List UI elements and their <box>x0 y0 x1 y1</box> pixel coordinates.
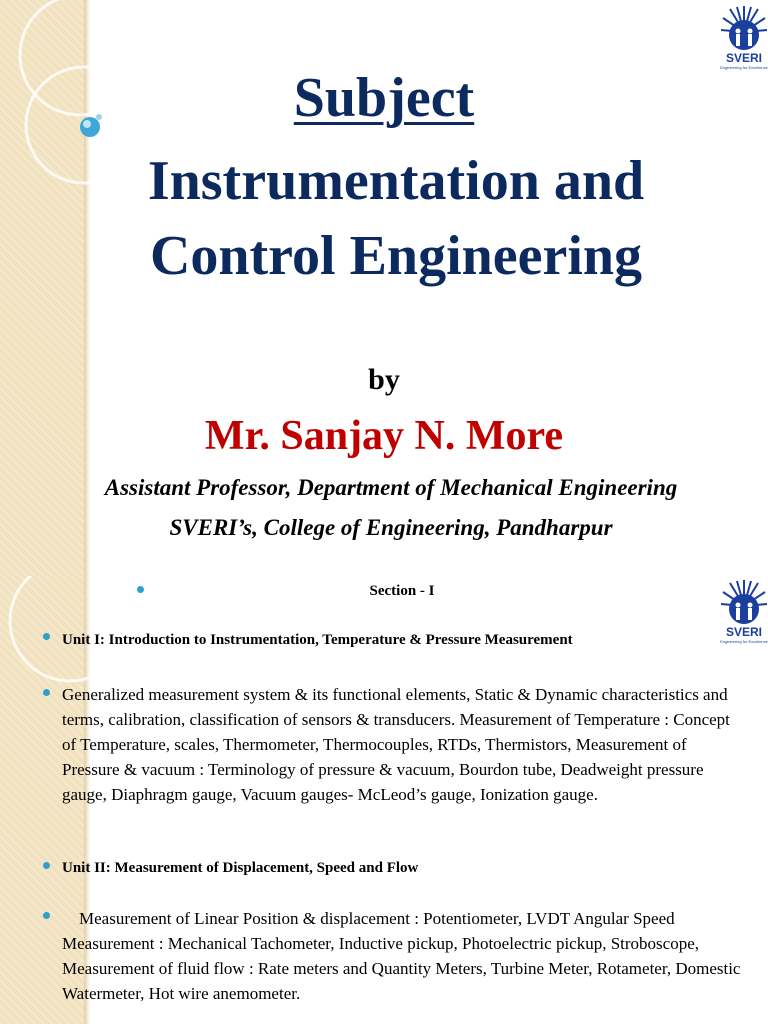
logo-tagline: Engineering for Excellence <box>720 65 768 70</box>
bullet-icon <box>43 862 50 869</box>
section-heading: Section - I <box>369 583 435 599</box>
by-label: by <box>368 363 400 396</box>
unit1-title: Unit I: Introduction to Instrumentation, Temperature & Pressure Measurement <box>62 632 573 648</box>
logo-text: SVERI <box>725 51 763 65</box>
unit2-title: Unit II: Measurement of Displacement, Speed and Flow <box>62 860 419 876</box>
unit2-body: Measurement of Linear Position & displacement : Potentiometer, LVDT Angular Speed Measurement : Mechanical Tachometer, Inductive pickup, Photoelectric pickup, Stroboscope, Measurement of fluid flow : Rate meters and Quantity Meters, Turbine Meter, Rotameter, Domestic Watermeter, Hot wire anemometer. <box>62 909 745 1003</box>
author-role: Assistant Professor, Department of Mechanical Engineering <box>104 475 678 500</box>
syllabus-slide <box>0 576 768 1024</box>
title-line-1: Instrumentation and <box>147 150 645 212</box>
bullet-icon <box>43 633 50 640</box>
author-name: Mr. Sanjay N. More <box>204 413 564 459</box>
bullet-icon <box>43 912 50 919</box>
logo-tagline: Engineering for Excellence <box>720 639 768 644</box>
subject-heading: Subject <box>293 67 475 129</box>
sveri-logo <box>720 2 768 70</box>
title-line-2: Control Engineering <box>149 225 643 287</box>
logo-text: SVERI <box>725 625 763 639</box>
unit1-body: Generalized measurement system & its functional elements, Static & Dynamic characteristics and terms, calibration, classification of sensors & transducers. Measurement of Temperature : Concept of Temperature, scales, Thermometer, Thermocouples, RTDs, Thermistors, Measurement of Pressure & vacuum : Terminology of pressure & vacuum, Bourdon tube, Deadweight pressure gauge, Diaphragm gauge, Vacuum gauges- McLeod’s gauge, Ionization gauge. <box>62 685 730 804</box>
author-institution: SVERI’s, College of Engineering, Pandharpur <box>169 515 613 540</box>
bullet-icon <box>43 689 50 696</box>
